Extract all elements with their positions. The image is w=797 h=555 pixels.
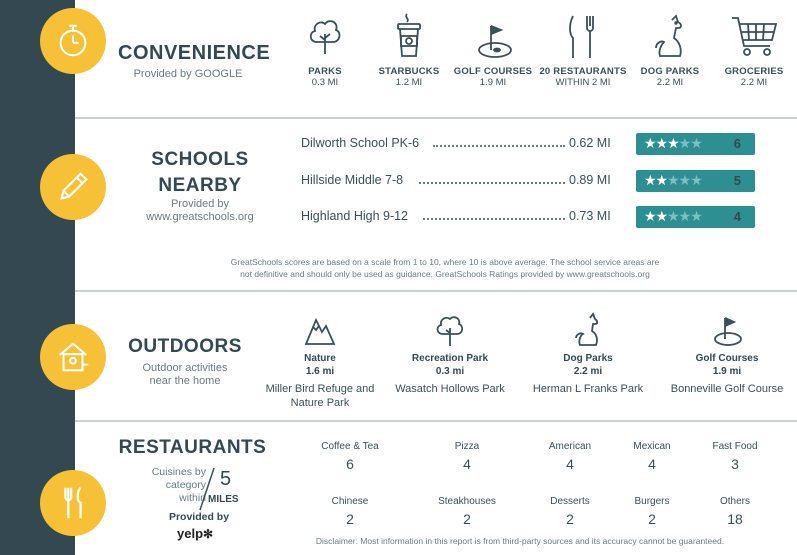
convenience-item-distance: 0.3 MI xyxy=(311,77,339,88)
restaurant-category-count: 4 xyxy=(648,456,656,472)
restaurant-category xyxy=(427,496,507,527)
outdoors-place: Wasatch Hollows Park xyxy=(395,383,505,395)
school-rating-badge xyxy=(636,206,755,228)
restaurant-category-name: Steakhouses xyxy=(438,496,496,507)
outdoors-item-golf-courses xyxy=(662,312,792,396)
tree-icon xyxy=(305,12,345,62)
convenience-item-distance: 2.2 MI xyxy=(656,77,684,88)
convenience-item-groceries xyxy=(711,12,797,89)
restaurants-provided-by: Provided by xyxy=(168,511,230,523)
schools-title-line2: NEARBY xyxy=(158,175,242,196)
restaurants-miles-number: 5 xyxy=(220,468,232,490)
school-row xyxy=(301,206,756,228)
outdoors-distance: 1.6 mi xyxy=(305,366,335,377)
report-disclaimer: Disclaimer: Most information in this report is from third-party sources and its accuracy cannot be guaranteed. xyxy=(315,536,725,546)
restaurants-cuisines-line2: category xyxy=(165,479,206,491)
restaurants-cuisines xyxy=(130,466,206,505)
school-rating-badge xyxy=(636,170,755,192)
restaurants-title: RESTAURANTS xyxy=(118,437,267,458)
outdoors-place: Miller Bird Refuge and Nature Park xyxy=(265,383,375,409)
outdoors-subtitle xyxy=(120,362,250,388)
star-rating: ★★★★★ xyxy=(644,172,702,188)
golf-icon xyxy=(473,12,513,62)
outdoors-category: Golf Courses xyxy=(695,353,759,364)
knife-fork-icon xyxy=(40,470,106,536)
convenience-title: CONVENIENCE xyxy=(118,42,271,64)
mountain-icon xyxy=(304,312,336,348)
school-distance: 0.89 MI xyxy=(569,173,611,187)
school-row xyxy=(301,170,756,192)
outdoors-category: Dog Parks xyxy=(563,353,613,364)
convenience-item-name: PARKS xyxy=(308,66,342,77)
outdoors-distance: 1.9 mi xyxy=(712,366,742,377)
restaurant-category xyxy=(612,496,692,527)
convenience-item-name: STARBUCKS xyxy=(378,66,440,77)
convenience-item-distance: WITHIN 2 MI xyxy=(555,77,611,88)
dog-icon xyxy=(572,312,604,348)
convenience-item-name: GROCERIES xyxy=(724,66,784,77)
school-rating: 6 xyxy=(733,136,741,151)
convenience-item-distance: 1.2 MI xyxy=(395,77,423,88)
restaurant-category-name: Chinese xyxy=(331,496,369,507)
restaurant-category xyxy=(530,496,610,527)
restaurants-cuisines-line3: within xyxy=(179,492,206,504)
outdoors-category: Recreation Park xyxy=(411,353,489,364)
outdoors-distance: 0.3 mi xyxy=(435,366,465,377)
convenience-item-starbucks xyxy=(366,12,452,89)
schools-subtitle-line2: www.greatschools.org xyxy=(146,211,254,223)
restaurant-category-count: 3 xyxy=(731,456,739,472)
restaurant-category xyxy=(310,441,390,472)
restaurants-cuisines-line1: Cuisines by xyxy=(151,466,206,478)
outdoors-title: OUTDOORS xyxy=(128,336,242,357)
restaurant-category-count: 18 xyxy=(727,511,743,527)
yelp-logo-text: yelp xyxy=(177,526,204,541)
restaurant-category xyxy=(310,496,390,527)
convenience-item-distance: 1.9 MI xyxy=(479,77,507,88)
restaurant-category-name: Coffee & Tea xyxy=(321,441,379,452)
shopping-cart-icon xyxy=(730,12,778,62)
schools-title-line1: SCHOOLS xyxy=(151,149,249,170)
restaurant-category-name: American xyxy=(548,441,592,452)
schools-disclaimer-line2: not definitive and should only be used as guidance. GreatSchools Ratings provided by www.greatschools.org xyxy=(240,269,650,279)
restaurant-category xyxy=(612,441,692,472)
birdhouse-icon xyxy=(40,324,106,390)
convenience-item-distance: 2.2 MI xyxy=(740,77,768,88)
section-divider xyxy=(75,117,797,119)
section-divider xyxy=(75,420,797,422)
section-divider xyxy=(75,290,797,292)
star-rating: ★★★★★ xyxy=(644,135,702,151)
convenience-subtitle: Provided by GOOGLE xyxy=(133,68,243,80)
pencil-icon xyxy=(40,154,106,220)
outdoors-item-nature xyxy=(255,312,385,410)
restaurant-category-count: 2 xyxy=(566,511,574,527)
outdoors-item-dog-parks xyxy=(523,312,653,396)
tree-icon xyxy=(434,312,466,348)
yelp-burst-icon: ✻ xyxy=(203,527,214,541)
convenience-item-parks xyxy=(282,12,368,89)
restaurant-category xyxy=(530,441,610,472)
outdoors-subtitle-line2: near the home xyxy=(149,375,221,387)
convenience-item-name: DOG PARKS xyxy=(640,66,700,77)
coffee-cup-icon xyxy=(389,12,429,62)
restaurant-category-count: 2 xyxy=(463,511,471,527)
dotted-leader xyxy=(419,170,565,184)
convenience-item-name: 20 RESTAURANTS xyxy=(539,66,627,77)
school-name: Dilworth School PK-6 xyxy=(301,136,420,150)
school-rating: 4 xyxy=(733,209,741,224)
restaurant-category-count: 4 xyxy=(566,456,574,472)
restaurant-category-count: 2 xyxy=(648,511,656,527)
restaurant-category xyxy=(695,496,775,527)
restaurant-category-count: 6 xyxy=(346,456,354,472)
restaurant-category-name: Desserts xyxy=(550,496,590,507)
outdoors-distance: 2.2 mi xyxy=(573,366,603,377)
school-distance: 0.73 MI xyxy=(569,209,611,223)
stopwatch-icon xyxy=(40,8,106,74)
schools-title xyxy=(120,147,280,199)
school-name: Hillside Middle 7-8 xyxy=(301,173,404,187)
restaurants-miles-label: MILES xyxy=(208,494,239,505)
golf-icon xyxy=(711,312,743,348)
convenience-item-name: GOLF COURSES xyxy=(453,66,533,77)
knife-fork-icon xyxy=(563,12,603,62)
dotted-leader xyxy=(423,206,565,220)
dog-icon xyxy=(650,12,690,62)
outdoors-item-recreation-park xyxy=(385,312,515,396)
school-distance: 0.62 MI xyxy=(569,136,611,150)
outdoors-place: Bonneville Golf Course xyxy=(670,383,784,395)
restaurant-category-count: 4 xyxy=(463,456,471,472)
outdoors-place: Herman L Franks Park xyxy=(532,383,644,395)
slash-divider xyxy=(196,466,218,512)
restaurant-category-name: Fast Food xyxy=(712,441,758,452)
convenience-item-golf-courses xyxy=(450,12,536,89)
restaurant-category-count: 2 xyxy=(346,511,354,527)
dotted-leader xyxy=(433,133,565,147)
restaurant-category-name: Pizza xyxy=(454,441,480,452)
schools-subtitle-line1: Provided by xyxy=(170,198,230,210)
school-rating: 5 xyxy=(733,173,741,188)
school-row xyxy=(301,133,756,155)
school-rating-badge xyxy=(636,133,755,155)
restaurant-category xyxy=(427,441,507,472)
restaurant-category-name: Burgers xyxy=(634,496,670,507)
schools-disclaimer xyxy=(150,256,740,280)
convenience-item-restaurants xyxy=(533,12,633,89)
schools-disclaimer-line1: GreatSchools scores are based on a scale from 1 to 10, where 10 is above average. The school service areas are xyxy=(230,257,660,267)
restaurant-category xyxy=(695,441,775,472)
school-name: Highland High 9-12 xyxy=(301,209,409,223)
outdoors-subtitle-line1: Outdoor activities xyxy=(142,362,228,374)
star-rating: ★★★★★ xyxy=(644,208,702,224)
schools-subtitle xyxy=(120,198,280,224)
restaurant-category-name: Mexican xyxy=(633,441,671,452)
outdoors-category: Nature xyxy=(304,353,336,364)
convenience-item-dog-parks xyxy=(627,12,713,89)
restaurant-category-name: Others xyxy=(719,496,750,507)
yelp-logo xyxy=(177,526,213,541)
